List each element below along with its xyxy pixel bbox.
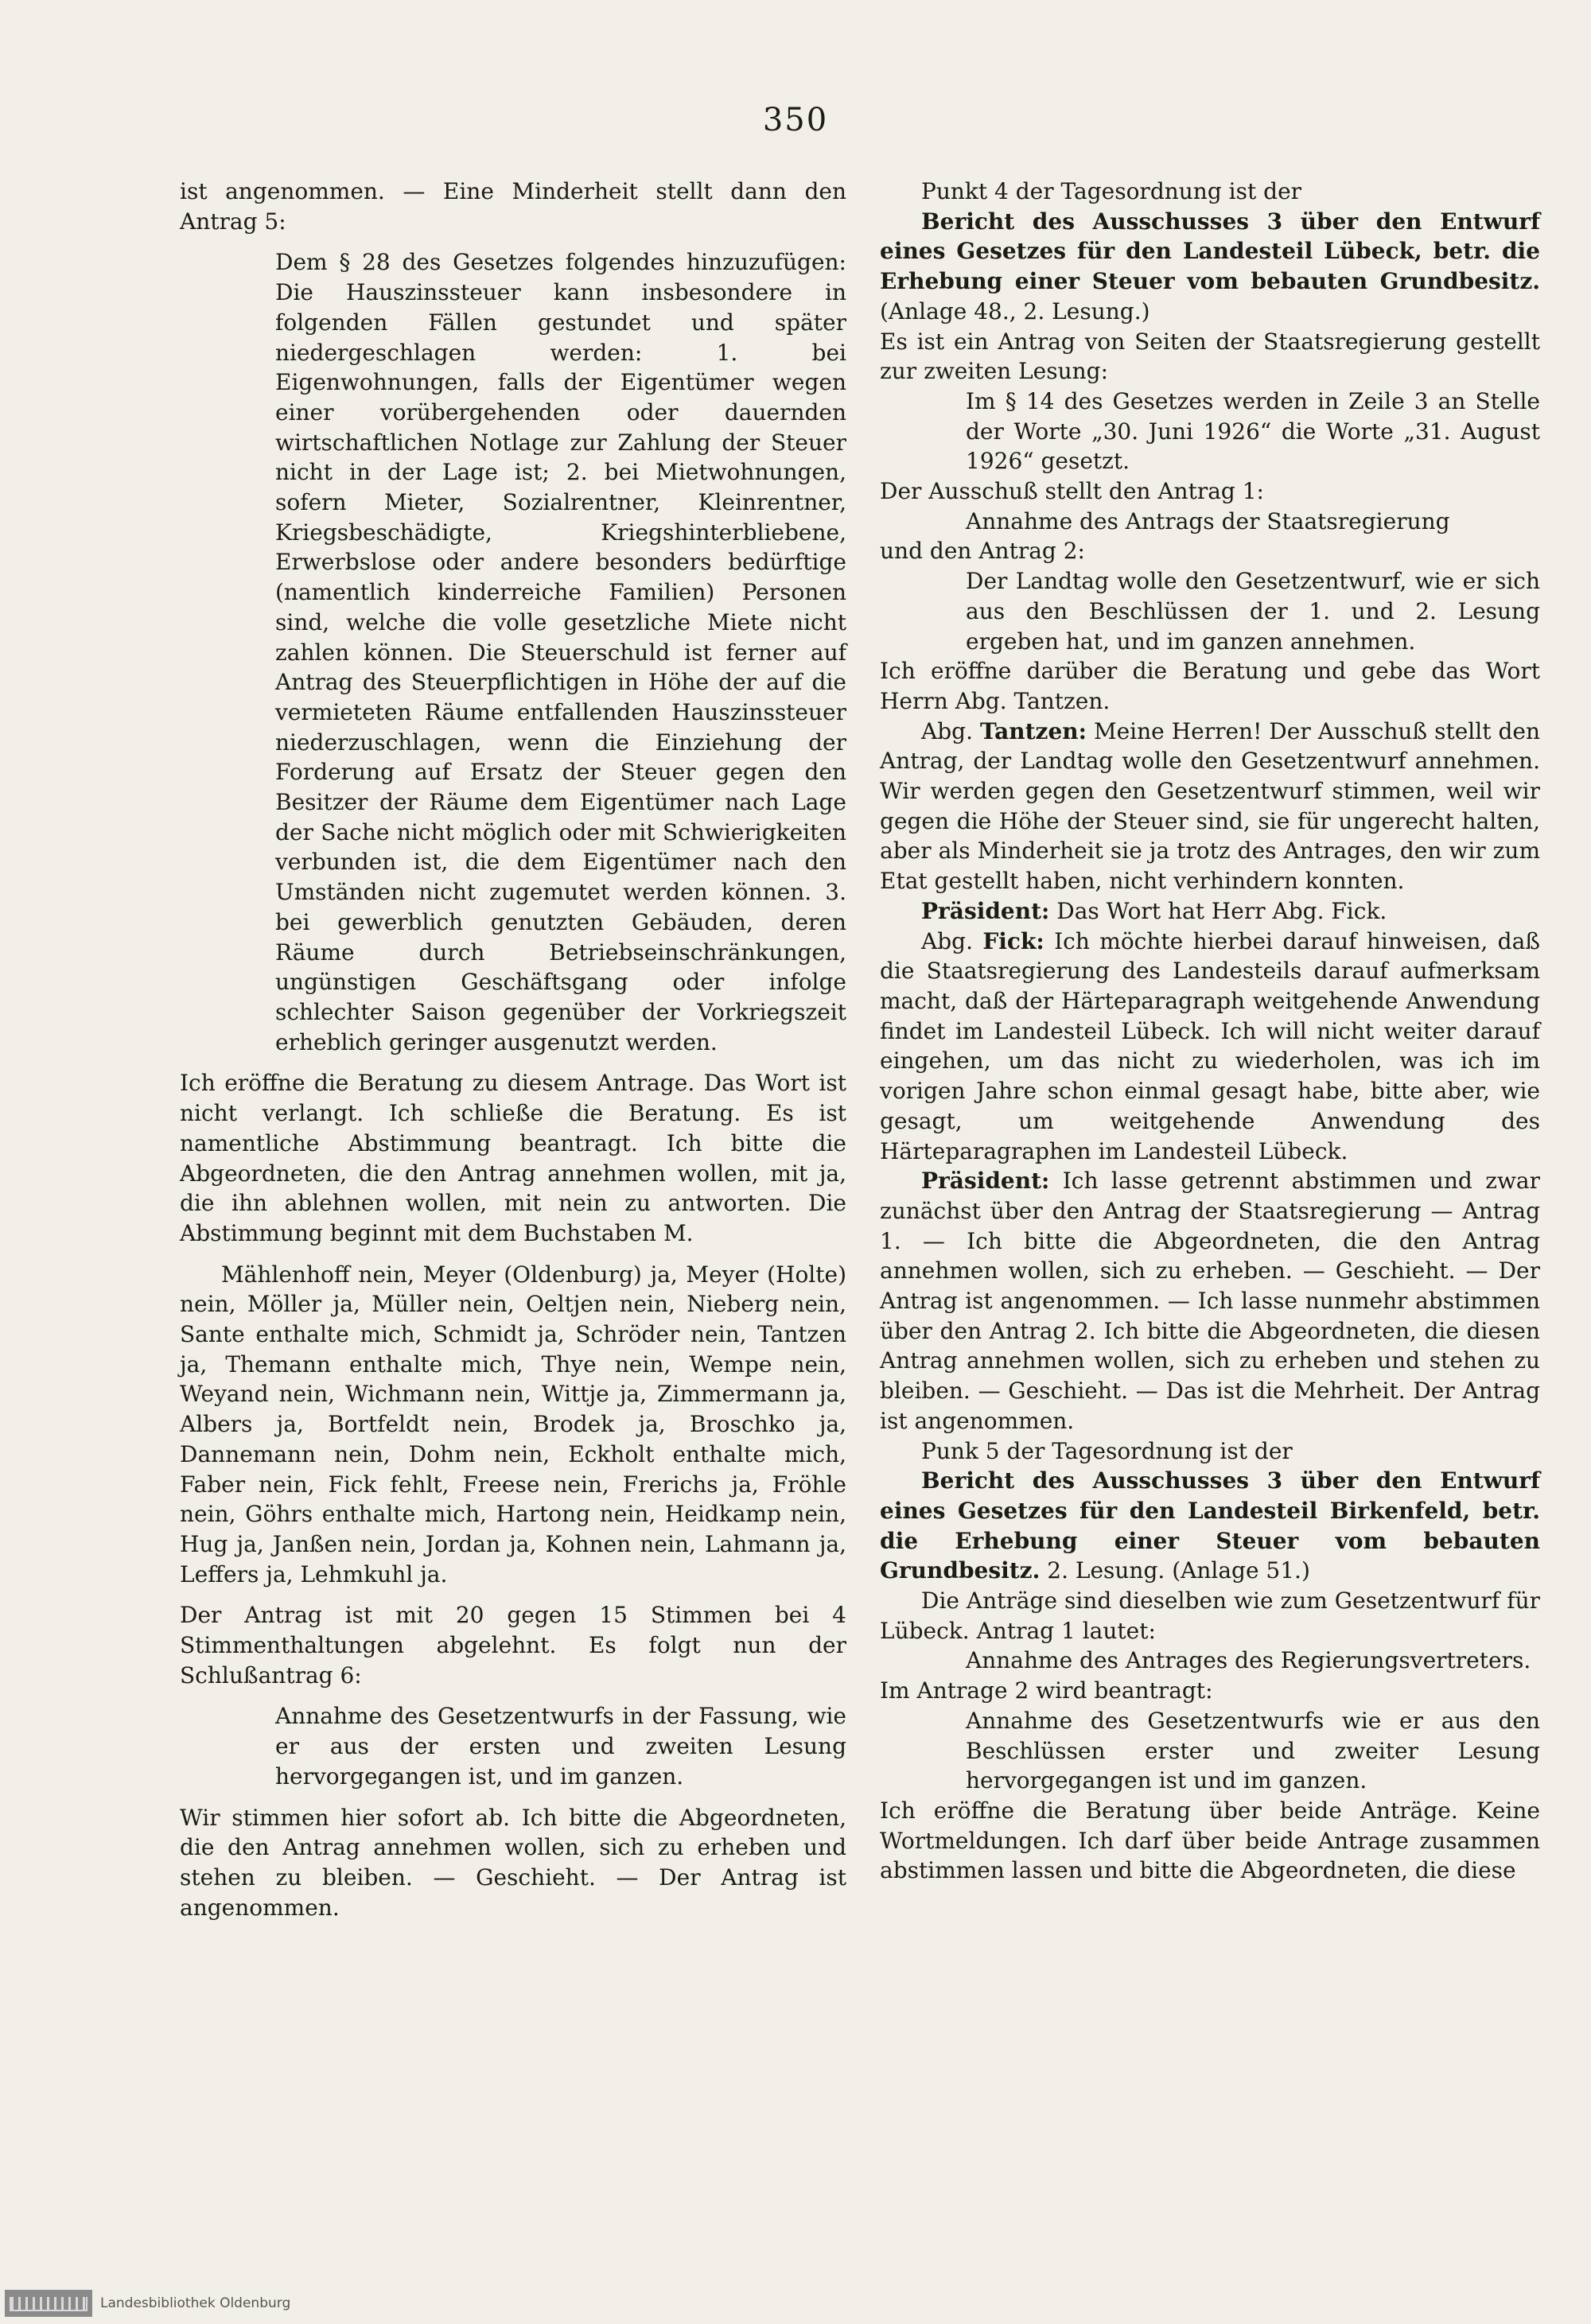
right-report-heading-1 <box>880 207 1540 327</box>
president-2-text: Ich lasse getrennt abstimmen und zwar zunächst über den Antrag der Staatsregierung — Antrag 1. — Ich bitte die Abgeordneten, die den Antrag annehmen wollen, sich zu erheben. — Geschieht. — Der Antrag ist angenommen. — Ich lasse nunmehr abstimmen über den Antrag 2. Ich bitte die Abgeordneten, die diesen Antrag annehmen wollen, sich zu erheben und stehen zu bleiben. — Geschieht. — Das ist die Mehrheit. Der Antrag ist angenommen. <box>880 1168 1540 1434</box>
library-name: Landesbibliothek Oldenburg <box>100 2295 291 2311</box>
report-annex-birkenfeld: 2. Lesung. (Anlage 51.) <box>1047 1557 1310 1584</box>
right-paragraph-14: Punk 5 der Tagesordnung ist der <box>921 1437 1293 1464</box>
left-paragraph-3: Ich eröffne die Beratung zu diesem Antrage. Das Wort ist nicht verlangt. Ich schließe die Beratung. Es ist namentliche Abstimmung beantragt. Ich bitte die Abgeordneten, die den Antrag annehmen wollen, mit ja, die ihn ablehnen wollen, mit nein zu antworten. Die Abstimmung beginnt mit dem Buchstaben M. <box>180 1070 846 1246</box>
speaker-prefix: Abg. <box>921 927 973 954</box>
right-quote-antrag-1-b: Annahme des Antrages des Regierungsvertreters. <box>966 1647 1531 1674</box>
right-president-1 <box>880 896 1540 927</box>
report-title-birkenfeld: Bericht des Ausschusses 3 über den Entwurf eines Gesetzes für den Landesteil Birkenfeld, betr. die Erhebung einer Steuer vom bebauten Grundbesitz. <box>880 1467 1540 1584</box>
right-column <box>880 177 1540 1886</box>
speaker-praesident: Präsident: <box>921 1168 1050 1195</box>
right-speech-fick <box>880 927 1540 1167</box>
speaker-praesident: Präsident: <box>921 897 1050 924</box>
right-paragraph-1: Punkt 4 der Tagesordnung ist der <box>921 178 1302 204</box>
left-column <box>180 177 846 1922</box>
speech-fick-text: Ich möchte hierbei darauf hinweisen, daß die Staatsregierung des Landesteils darauf aufmerksam macht, daß der Härteparagraph weitgehende Anwendung findet im Landesteil Lübeck. Ich will nicht weiter darauf eingehen, um das nicht zu wiederholen, was ich im vorigen Jahre schon einmal gesagt habe, bitte aber, wie gesagt, um weitgehende Anwendung des Härteparagraphen im Landesteil Lübeck. <box>880 927 1540 1164</box>
right-paragraph-18: Im Antrage 2 wird beantragt: <box>880 1677 1213 1704</box>
speaker-prefix: Abg. <box>921 717 973 744</box>
right-quote-antrag-2-b: Annahme des Gesetzentwurfs wie er aus den Beschlüssen erster und zweiter Lesung hervorgegangen ist und im ganzen. <box>966 1707 1540 1794</box>
right-paragraph-3: Es ist ein Antrag von Seiten der Staatsregierung gestellt zur zweiten Lesung: <box>880 328 1540 385</box>
president-1-text: Das Wort hat Herr Abg. Fick. <box>1056 897 1387 924</box>
right-report-heading-2 <box>880 1466 1540 1586</box>
right-quote-antrag-1: Annahme des Antrags der Staatsregierung <box>966 507 1450 534</box>
left-quote-antrag-6: Annahme des Gesetzentwurfs in der Fassung, wie er aus der ersten und zweiten Lesung hervorgegangen ist, und im ganzen. <box>275 1703 846 1790</box>
left-roll-call: Mählenhoff nein, Meyer (Oldenburg) ja, Meyer (Holte) nein, Möller ja, Müller nein, Oeltjen nein, Nieberg nein, Sante enthalte mich, Schmidt ja, Schröder nein, Tantzen ja, Themann enthalte mich, Thye nein, Wempe nein, Weyand nein, Wichmann nein, Wittje ja, Zimmermann ja, Albers ja, Bortfeldt nein, Brodek ja, Broschko ja, Dannemann nein, Dohm nein, Eckholt enthalte mich, Faber nein, Fick fehlt, Freese nein, Frerichs ja, Fröhle nein, Göhrs enthalte mich, Hartong nein, Heidkamp nein, Hug ja, Janßen nein, Jordan ja, Kohnen nein, Lahmann ja, Leffers ja, Lehmkuhl ja. <box>180 1261 846 1588</box>
footer <box>5 2287 403 2319</box>
left-quote-antrag-5: Dem § 28 des Gesetzes folgendes hinzuzufügen: Die Hauszinssteuer kann insbesondere in folgenden Fällen gestundet und später niedergeschlagen werden: 1. bei Eigenwohnungen, falls der Eigentümer wegen einer vorübergehenden oder dauernden wirtschaftlichen Notlage zur Zahlung der Steuer nicht in der Lage ist; 2. bei Mietwohnungen, sofern Mieter, Sozialrentner, Kleinrentner, Kriegsbeschädigte, Kriegshinterbliebene, Erwerbslose oder andere besonders bedürftige (namentlich kinderreiche Familien) Personen sind, welche die volle gesetzliche Miete nicht zahlen können. Die Steuerschuld ist ferner auf Antrag des Steuerpflichtigen in Höhe der auf die vermieteten Räume entfallenden Hauszinssteuer niederzuschlagen, wenn die Einziehung der Forderung auf Ersatz der Steuer gegen den Besitzer der Räume dem Eigentümer nach Lage der Sache nicht möglich oder mit Schwierigkeiten verbunden ist, die dem Eigentümer nach den Umständen nicht zugemutet werden können. 3. bei gewerblich genutzten Gebäuden, deren Räume durch Betriebseinschränkungen, ungünstigen Geschäftsgang oder infolge schlechter Saison gegenüber der Vorkriegszeit erheblich geringer ausgenutzt werden. <box>275 249 846 1055</box>
right-paragraph-20: Ich eröffne die Beratung über beide Anträge. Keine Wortmeldungen. Ich darf über beide Antrage zusammen abstimmen lassen und bitte die Abgeordneten, die diese <box>880 1797 1540 1884</box>
speaker-tantzen: Tantzen: <box>979 717 1087 744</box>
left-paragraph-5: Der Antrag ist mit 20 gegen 15 Stimmen bei 4 Stimmenthaltungen abgelehnt. Es folgt nun der Schlußantrag 6: <box>180 1602 846 1689</box>
page-number: 350 <box>762 102 829 138</box>
left-paragraph-1: ist angenommen. — Eine Minderheit stellt dann den Antrag 5: <box>180 178 846 235</box>
right-president-2 <box>880 1166 1540 1436</box>
right-paragraph-16: Die Anträge sind dieselben wie zum Gesetzentwurf für Lübeck. Antrag 1 lautet: <box>880 1588 1540 1644</box>
library-building-icon <box>5 2290 92 2317</box>
left-paragraph-7: Wir stimmen hier sofort ab. Ich bitte die Abgeordneten, die den Antrag annehmen wollen, sich zu erheben und stehen zu bleiben. — Geschieht. — Der Antrag ist angenommen. <box>180 1804 846 1921</box>
right-paragraph-5: Der Ausschuß stellt den Antrag 1: <box>880 478 1264 505</box>
speaker-fick: Fick: <box>982 927 1044 954</box>
right-quote-staatsregierung: Im § 14 des Gesetzes werden in Zeile 3 an Stelle der Worte „30. Juni 1926“ die Worte „31. August 1926“ gesetzt. <box>966 387 1540 475</box>
right-speech-tantzen <box>880 717 1540 896</box>
report-title-luebeck: Bericht des Ausschusses 3 über den Entwurf eines Gesetzes für den Landesteil Lübeck, betr. die Erhebung einer Steuer vom bebauten Grundbesitz. <box>880 208 1540 295</box>
report-annex-luebeck: (Anlage 48., 2. Lesung.) <box>880 297 1150 325</box>
speech-tantzen-text: Meine Herren! Der Ausschuß stellt den Antrag, der Landtag wolle den Gesetzentwurf annehmen. Wir werden gegen den Gesetzentwurf stimmen, weil wir gegen die Höhe der Steuer sind, sie für ungerecht halten, aber als Minderheit sie ja trotz des Antrages, den wir zum Etat gestellt haben, nicht verhindern konnten. <box>880 717 1540 895</box>
right-quote-antrag-2: Der Landtag wolle den Gesetzentwurf, wie er sich aus den Beschlüssen der 1. und 2. Lesung ergeben hat, und im ganzen annehmen. <box>966 568 1540 655</box>
right-paragraph-7: und den Antrag 2: <box>880 538 1085 565</box>
right-paragraph-9: Ich eröffne darüber die Beratung und gebe das Wort Herrn Abg. Tantzen. <box>880 658 1540 714</box>
